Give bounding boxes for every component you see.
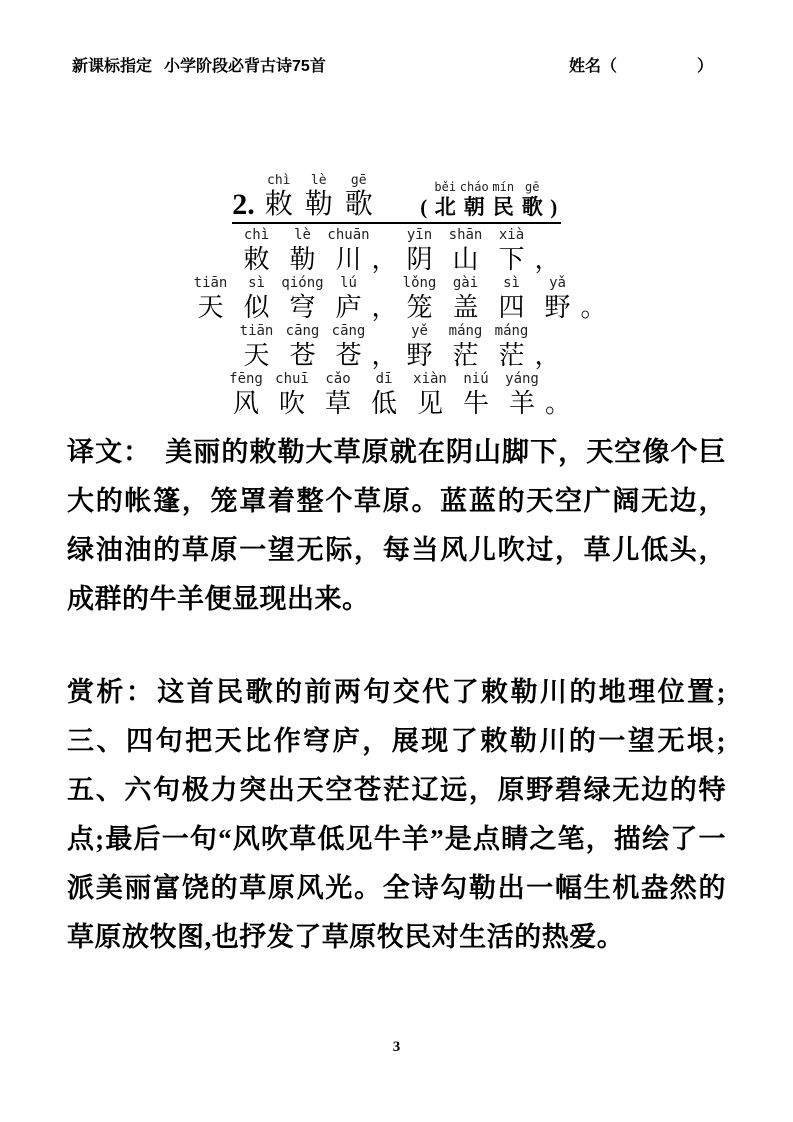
punctuation-char: ， bbox=[534, 245, 561, 274]
translation-label: 译文： bbox=[67, 437, 152, 467]
ruby-char: lè 勒 bbox=[289, 227, 316, 274]
poem-source bbox=[417, 179, 561, 220]
ruby-char: cháo 朝 bbox=[459, 180, 489, 219]
analysis-label: 赏析： bbox=[67, 677, 156, 707]
ruby-char: shān 山 bbox=[448, 227, 483, 274]
ruby-char: cǎo 草 bbox=[324, 371, 351, 418]
analysis-text: 这首民歌的前两句交代了敕勒川的地理位置;三、四句把天比作穹庐，展现了敕勒川的一望无垠;五、六句极力突出天空苍茫辽远，原野碧绿无边的特点;最后一句“风吹草低见牛羊”是点睛之笔，描绘了一派美丽富饶的草原风光。全诗勾勒出一幅生机盎然的草原放牧图,也抒发了草原牧民对生活的热爱。 bbox=[67, 677, 726, 952]
page-header bbox=[0, 0, 793, 78]
name-blank-field: 姓名（ ） bbox=[568, 58, 713, 75]
ruby-char: mín 民 bbox=[492, 180, 515, 219]
ruby-char: yě 野 bbox=[406, 323, 433, 370]
punctuation-char: ， bbox=[534, 341, 561, 370]
punctuation-char: ( bbox=[420, 195, 428, 219]
poem-line-3 bbox=[0, 322, 793, 370]
ruby-char: dī 低 bbox=[370, 371, 397, 418]
ruby-char: tiān 天 bbox=[193, 275, 228, 322]
edition-label: 新课标指定 bbox=[72, 58, 153, 75]
ruby-char: sì 似 bbox=[243, 275, 270, 322]
ruby-char: lú 庐 bbox=[335, 275, 362, 322]
ruby-char: qióng 穹 bbox=[281, 275, 324, 322]
poem-title bbox=[232, 172, 561, 224]
punctuation-char: ， bbox=[371, 341, 398, 370]
ruby-char: chì 敕 bbox=[243, 227, 270, 274]
ruby-char: xià 下 bbox=[498, 227, 525, 274]
analysis-paragraph bbox=[67, 668, 726, 962]
poem-line-4 bbox=[0, 370, 793, 418]
ruby-char: yīn 阴 bbox=[406, 227, 433, 274]
ruby-char: yǎ 野 bbox=[544, 275, 571, 322]
punctuation-char: 。 bbox=[580, 293, 607, 322]
poem-number: 2. bbox=[232, 188, 255, 221]
translation-text: 美丽的敕勒大草原就在阴山脚下，天空像个巨大的帐篷，笼罩着整个草原。蓝蓝的天空广阔无边，绿油油的草原一望无际，每当风儿吹过，草儿低头，成群的牛羊便显现出来。 bbox=[67, 437, 727, 614]
ruby-char: chì 敕 bbox=[264, 173, 293, 220]
punctuation-char: ， bbox=[371, 293, 398, 322]
ruby-char: sì 四 bbox=[498, 275, 525, 322]
ruby-char: yáng 羊 bbox=[505, 371, 539, 418]
ruby-char: gē 歌 bbox=[521, 180, 543, 219]
ruby-char: cāng 苍 bbox=[285, 323, 320, 370]
ruby-char: niú 牛 bbox=[462, 371, 489, 418]
ruby-char: cāng 苍 bbox=[331, 323, 366, 370]
ruby-char: máng 茫 bbox=[494, 323, 529, 370]
page-number: 3 bbox=[392, 1039, 401, 1055]
ruby-char: lǒng 笼 bbox=[402, 275, 437, 322]
ruby-char: chuān 川 bbox=[327, 227, 370, 274]
translation-paragraph bbox=[67, 428, 726, 624]
punctuation-char: 。 bbox=[545, 389, 572, 418]
header-left bbox=[72, 56, 326, 78]
ruby-char: lè 勒 bbox=[304, 173, 333, 220]
punctuation-char: ， bbox=[371, 245, 398, 274]
ruby-char: gài 盖 bbox=[452, 275, 479, 322]
ruby-char: gē 歌 bbox=[344, 173, 373, 220]
poem-title-row bbox=[0, 172, 793, 224]
ruby-char: tiān 天 bbox=[239, 323, 274, 370]
ruby-char: máng 茫 bbox=[448, 323, 483, 370]
ruby-char: chuī 吹 bbox=[275, 371, 309, 418]
ruby-char: xiàn 见 bbox=[413, 371, 447, 418]
ruby-char: běi 北 bbox=[434, 180, 457, 219]
ruby-char: fēng 风 bbox=[229, 371, 263, 418]
poem-line-1 bbox=[0, 226, 793, 274]
book-title: 小学阶段必背古诗75首 bbox=[164, 58, 326, 75]
poem-line-2 bbox=[0, 274, 793, 322]
poem-body bbox=[0, 226, 793, 418]
poem-title-text bbox=[259, 172, 379, 220]
punctuation-char: ) bbox=[550, 195, 558, 219]
